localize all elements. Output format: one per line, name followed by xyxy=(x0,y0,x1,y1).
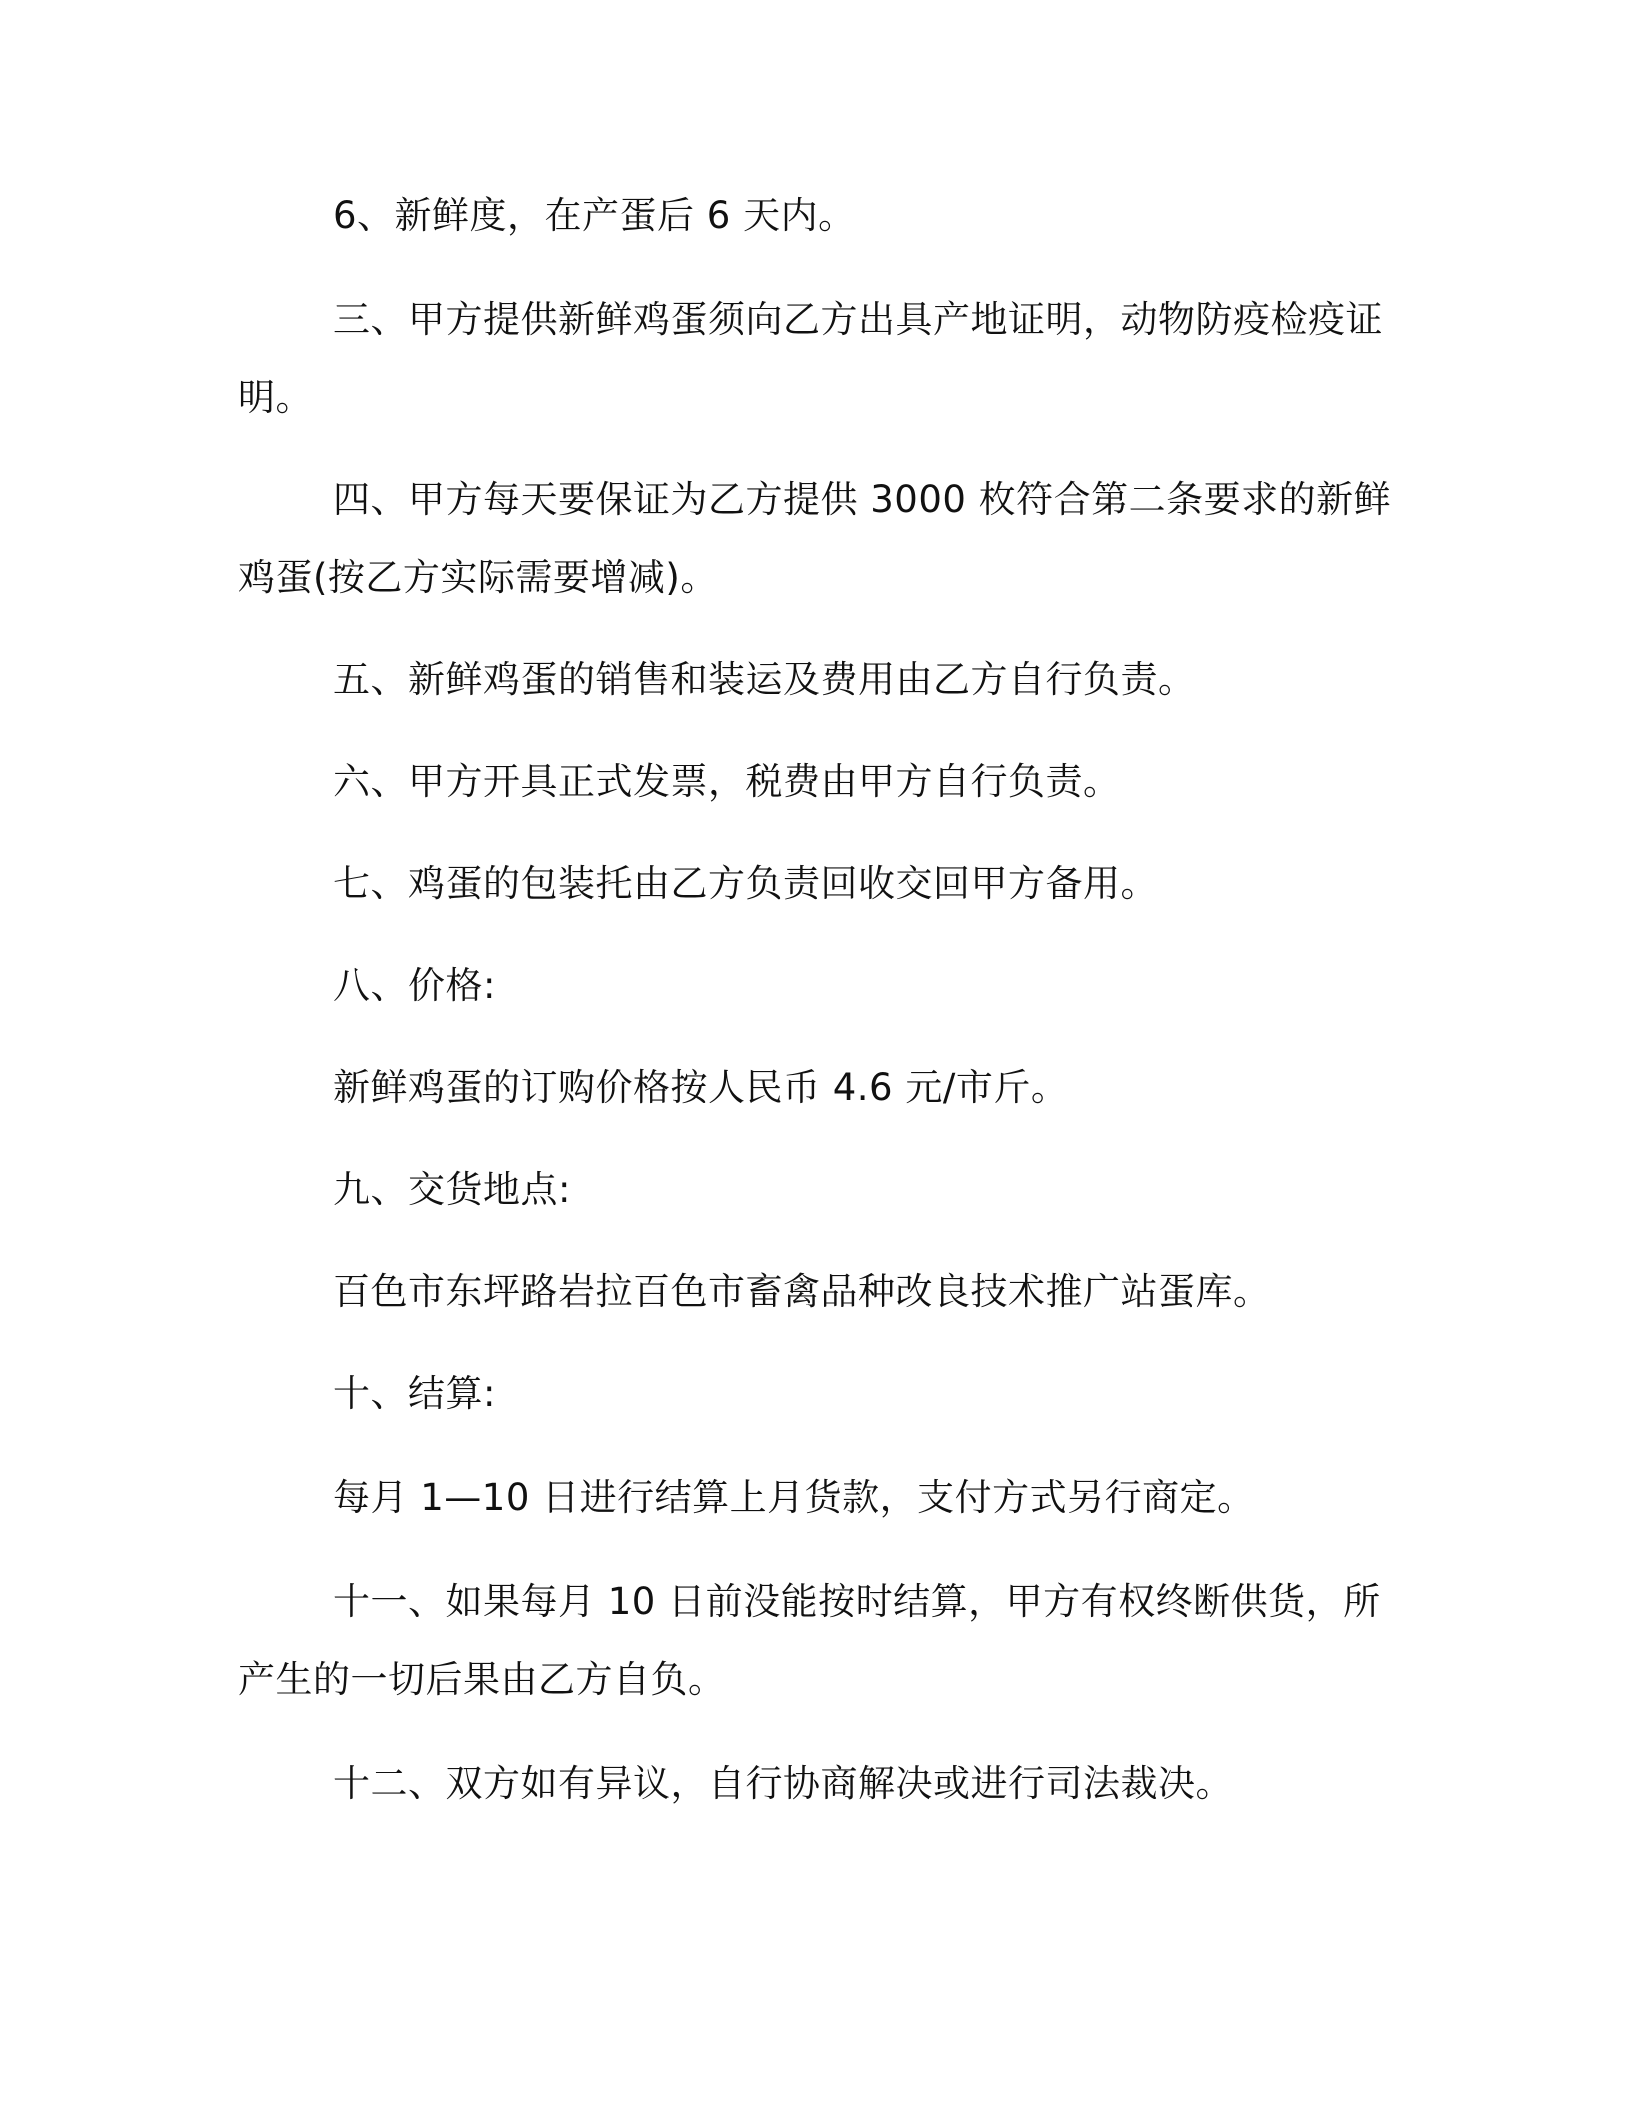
clause-12: 十二、双方如有异议，自行协商解决或进行司法裁决。 xyxy=(333,1762,1233,1805)
item-freshness: 6、新鲜度，在产蛋后 6 天内。 xyxy=(333,194,856,237)
clause-4-line-2: 鸡蛋(按乙方实际需要增减)。 xyxy=(238,556,718,599)
clause-6: 六、甲方开具正式发票，税费由甲方自行负责。 xyxy=(333,760,1121,803)
clause-11-line-1: 十一、如果每月 10 日前没能按时结算，甲方有权终断供货，所 xyxy=(333,1580,1381,1623)
clause-8-price: 新鲜鸡蛋的订购价格按人民币 4.6 元/市斤。 xyxy=(333,1066,1069,1109)
clause-9-location: 百色市东坪路岩拉百色市畜禽品种改良技术推广站蛋库。 xyxy=(333,1270,1271,1313)
clause-9-heading: 九、交货地点: xyxy=(333,1168,571,1211)
clause-5: 五、新鲜鸡蛋的销售和装运及费用由乙方自行负责。 xyxy=(333,658,1196,701)
clause-3-line-2: 明。 xyxy=(238,376,313,419)
clause-7: 七、鸡蛋的包装托由乙方负责回收交回甲方备用。 xyxy=(333,862,1158,905)
clause-8-heading: 八、价格: xyxy=(333,964,496,1007)
clause-11-line-2: 产生的一切后果由乙方自负。 xyxy=(238,1658,726,1701)
clause-10-settlement: 每月 1—10 日进行结算上月货款，支付方式另行商定。 xyxy=(333,1476,1255,1519)
clause-4-line-1: 四、甲方每天要保证为乙方提供 3000 枚符合第二条要求的新鲜 xyxy=(333,478,1392,521)
clause-3-line-1: 三、甲方提供新鲜鸡蛋须向乙方出具产地证明，动物防疫检疫证 xyxy=(333,298,1383,341)
clause-10-heading: 十、结算: xyxy=(333,1372,496,1415)
